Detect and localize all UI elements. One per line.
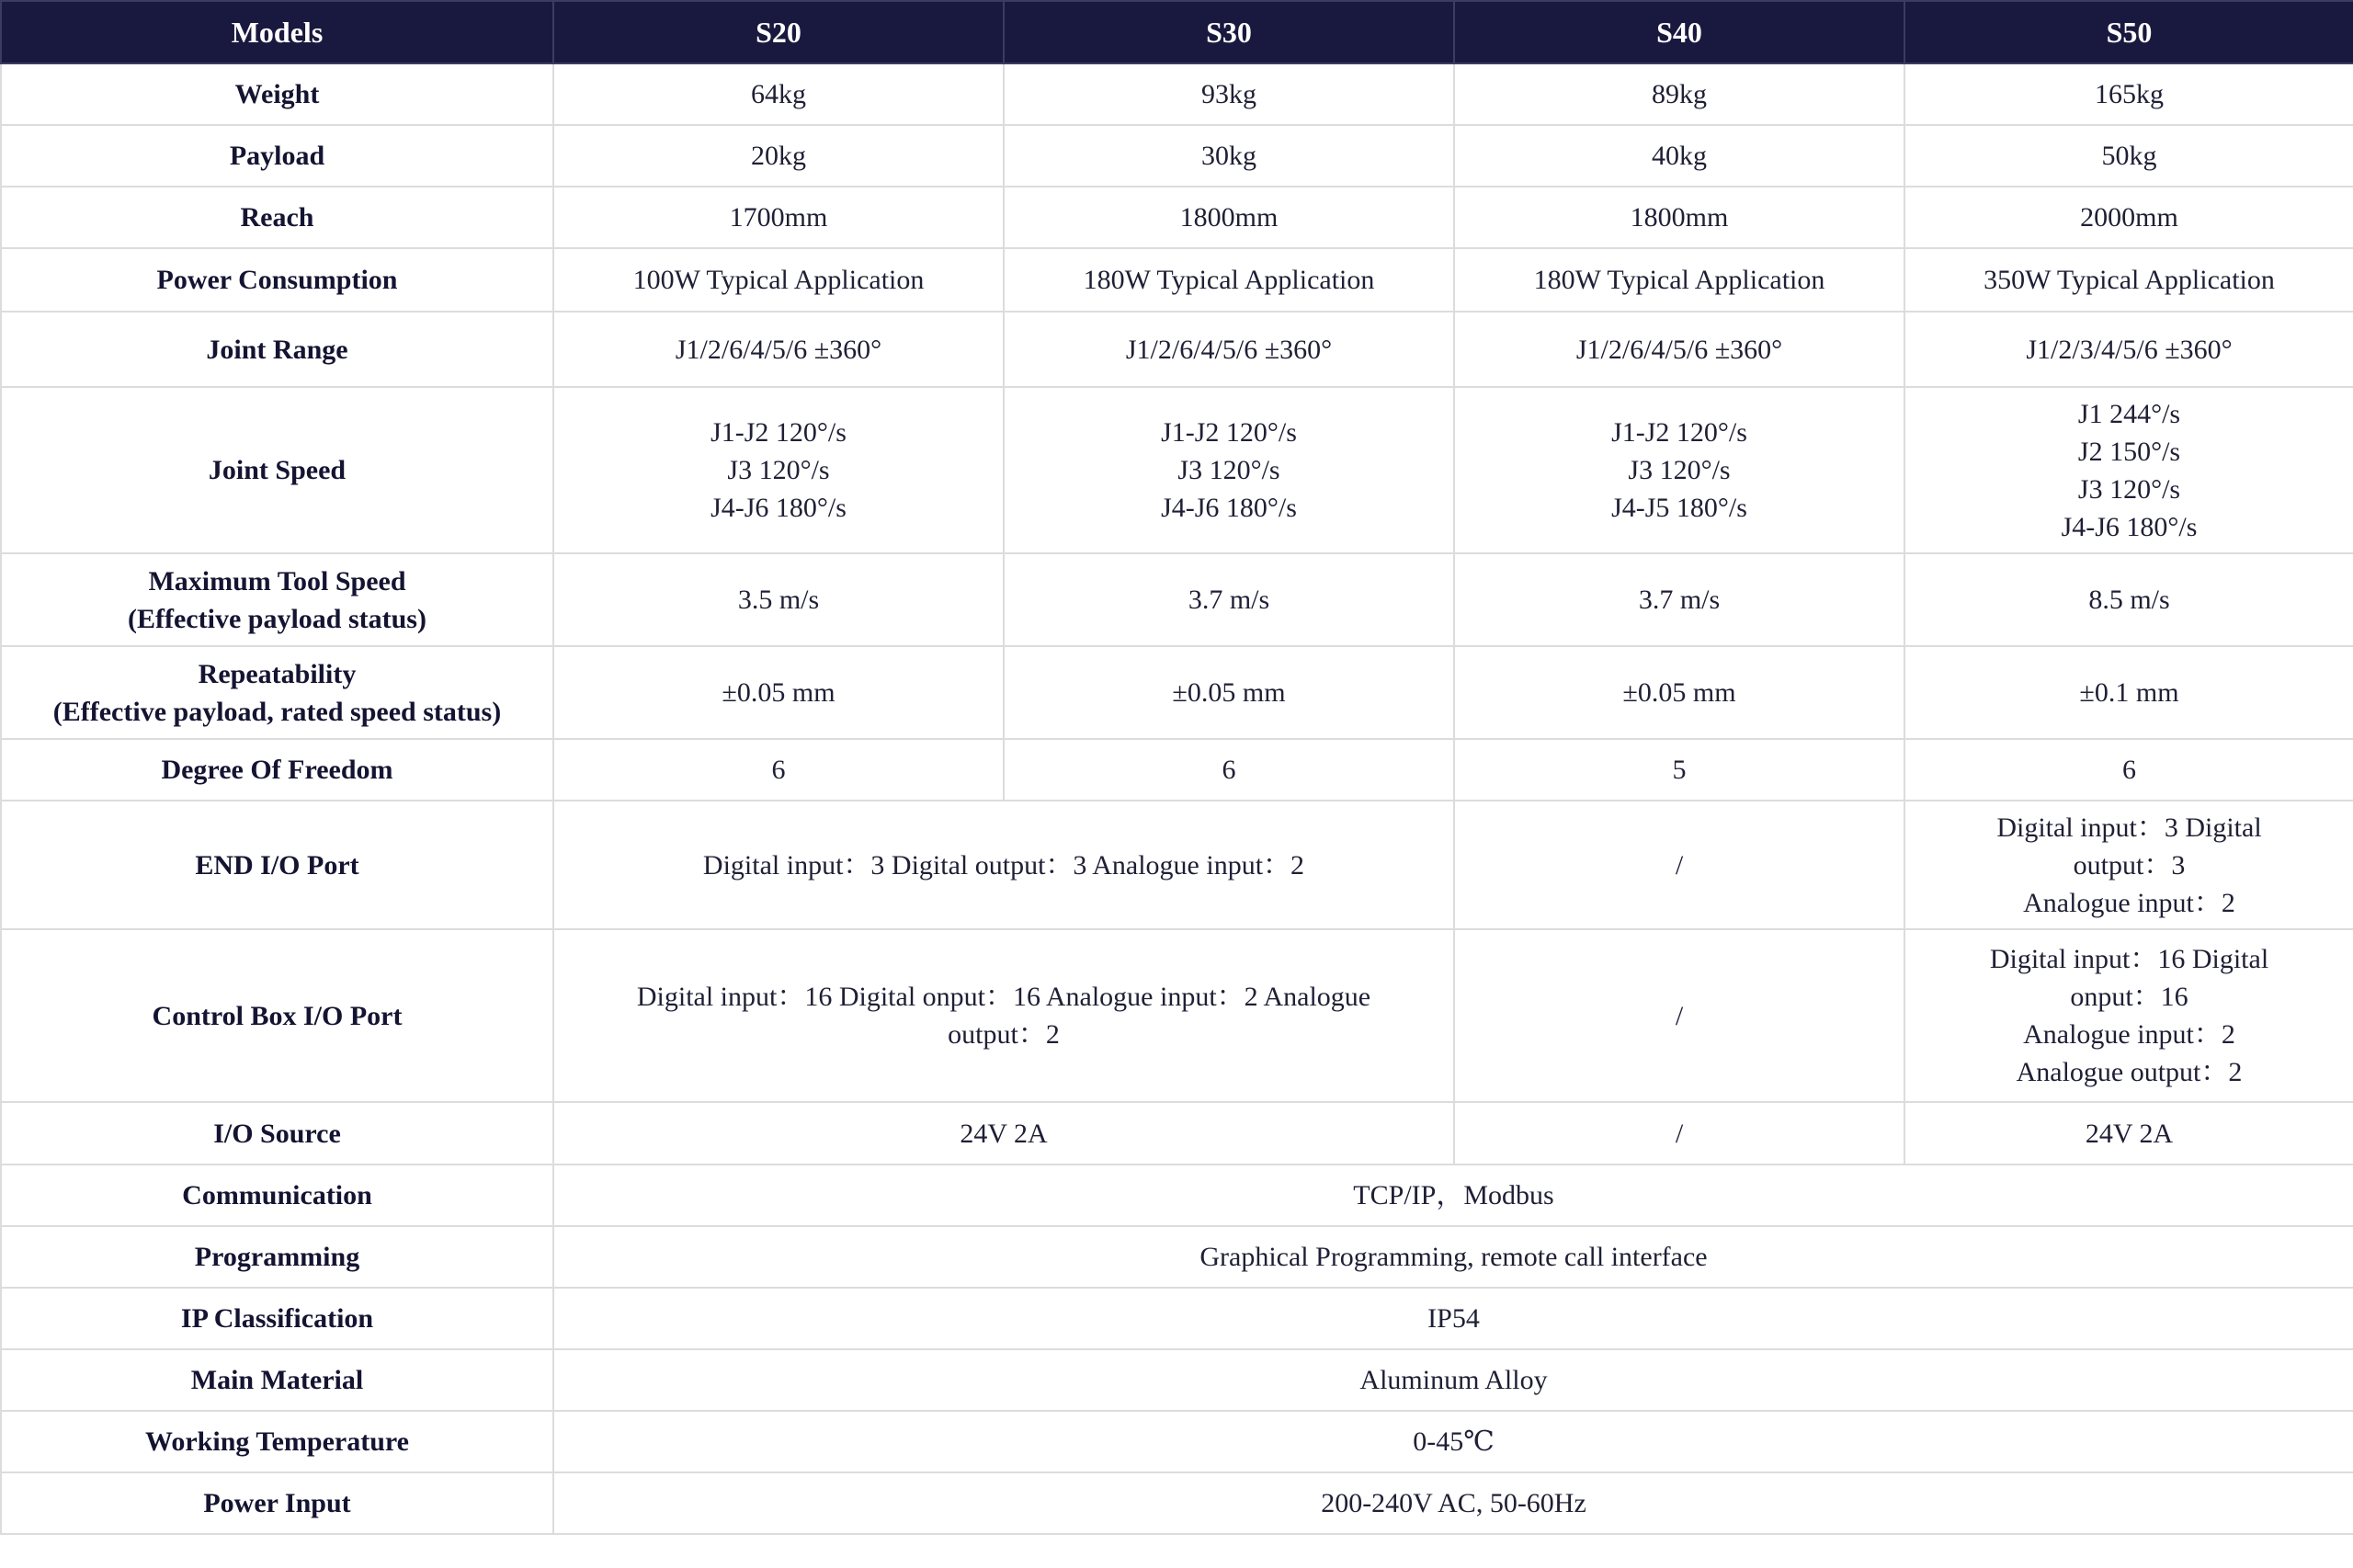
- cell-line: J1-J2 120°/s: [710, 417, 847, 448]
- cell-s30: 180W Typical Application: [1004, 248, 1454, 312]
- cell-line: J3 120°/s: [1177, 455, 1280, 485]
- ip-classification-row: [1, 1288, 2353, 1349]
- cell-all-models: 0-45℃: [553, 1411, 2353, 1472]
- main-material-row: [1, 1349, 2353, 1411]
- cell-s40: 5: [1454, 739, 1904, 801]
- cell-line: J1-J2 120°/s: [1161, 417, 1297, 448]
- cell-line: J3 120°/s: [2077, 473, 2181, 505]
- row-label-line: (Effective payload, rated speed status): [52, 696, 502, 727]
- model-s20-header: S20: [553, 1, 1004, 63]
- cell-s20: J1/2/6/4/5/6 ±360°: [553, 312, 1004, 387]
- cell-s50: [1904, 387, 2353, 553]
- cell-s30: 30kg: [1004, 125, 1454, 187]
- cell-s40: 89kg: [1454, 63, 1904, 125]
- cell-s20: 20kg: [553, 125, 1004, 187]
- cell-s40: J1/2/6/4/5/6 ±360°: [1454, 312, 1904, 387]
- cell-all-models: TCP/IP，Modbus: [553, 1165, 2353, 1226]
- model-s50-header: S50: [1904, 1, 2353, 63]
- row-label: END I/O Port: [1, 801, 553, 929]
- joint-speed-row: [1, 387, 2353, 553]
- cell-line: J4-J5 180°/s: [1611, 493, 1747, 523]
- row-label-line: Maximum Tool Speed: [148, 565, 406, 597]
- max-tool-speed-row: [1, 553, 2353, 646]
- cell-s30: [1004, 387, 1454, 553]
- cell-s20: 3.5 m/s: [553, 553, 1004, 646]
- cell-line: Analogue input：2: [2023, 887, 2235, 918]
- cell-s30: J1/2/6/4/5/6 ±360°: [1004, 312, 1454, 387]
- cell-s50: ±0.1 mm: [1904, 646, 2353, 739]
- row-label: Programming: [1, 1226, 553, 1288]
- row-label: Reach: [1, 187, 553, 248]
- cell-line: Digital input：16 Digital onput：16 Analogue input：2 Analogue: [636, 982, 1371, 1012]
- row-label: Joint Speed: [1, 387, 553, 553]
- cell-s30: 1800mm: [1004, 187, 1454, 248]
- cell-line: output：2: [948, 1019, 1060, 1050]
- cell-line: J4-J6 180°/s: [1161, 493, 1297, 523]
- cell-line: J3 120°/s: [727, 455, 830, 485]
- row-label: Control Box I/O Port: [1, 929, 553, 1102]
- cell-line: onput：16: [2070, 982, 2188, 1012]
- row-label-line: Repeatability: [198, 658, 357, 689]
- cell-s50: 8.5 m/s: [1904, 553, 2353, 646]
- row-label: Communication: [1, 1165, 553, 1226]
- cell-s20-s30: 24V 2A: [553, 1102, 1454, 1165]
- cell-s30: 93kg: [1004, 63, 1454, 125]
- cell-s50: 2000mm: [1904, 187, 2353, 248]
- cell-s20-s30: [553, 929, 1454, 1102]
- cell-s40: [1454, 387, 1904, 553]
- cell-line: J4-J6 180°/s: [710, 493, 847, 523]
- cell-s50: [1904, 801, 2353, 929]
- header-row: [1, 1, 2353, 63]
- cell-s40: /: [1454, 1102, 1904, 1165]
- cell-all-models: 200-240V AC, 50-60Hz: [553, 1472, 2353, 1534]
- cell-line: Analogue input：2: [2023, 1019, 2235, 1050]
- row-label: Degree Of Freedom: [1, 739, 553, 801]
- row-label: I/O Source: [1, 1102, 553, 1165]
- joint-range-row: [1, 312, 2353, 387]
- cell-line: J2 150°/s: [2077, 436, 2181, 467]
- cell-line: Analogue output：2: [2016, 1057, 2243, 1087]
- weight-row: [1, 63, 2353, 125]
- io-source-row: [1, 1102, 2353, 1165]
- power-consumption-row: [1, 248, 2353, 312]
- row-label: Power Consumption: [1, 248, 553, 312]
- power-input-row: [1, 1472, 2353, 1534]
- cell-s40: /: [1454, 801, 1904, 929]
- cell-s50: 165kg: [1904, 63, 2353, 125]
- cell-s50: J1/2/3/4/5/6 ±360°: [1904, 312, 2353, 387]
- programming-row: [1, 1226, 2353, 1288]
- cell-s20: [553, 387, 1004, 553]
- cell-all-models: IP54: [553, 1288, 2353, 1349]
- cell-s20-s30: Digital input：3 Digital output：3 Analogue input：2: [553, 801, 1454, 929]
- row-label: [1, 646, 553, 739]
- dof-row: [1, 739, 2353, 801]
- models-header: Models: [1, 1, 553, 63]
- row-label: [1, 553, 553, 646]
- cell-s20: ±0.05 mm: [553, 646, 1004, 739]
- cell-all-models: Graphical Programming, remote call interface: [553, 1226, 2353, 1288]
- row-label: Working Temperature: [1, 1411, 553, 1472]
- cell-s50: 24V 2A: [1904, 1102, 2353, 1165]
- working-temperature-row: [1, 1411, 2353, 1472]
- row-label: Payload: [1, 125, 553, 187]
- reach-row: [1, 187, 2353, 248]
- cell-s20: 6: [553, 739, 1004, 801]
- cell-line: Digital input：3 Digital: [1996, 812, 2262, 843]
- repeatability-row: [1, 646, 2353, 739]
- row-label: Power Input: [1, 1472, 553, 1534]
- row-label: Joint Range: [1, 312, 553, 387]
- cell-s20: 64kg: [553, 63, 1004, 125]
- cell-line: output：3: [2073, 849, 2186, 881]
- cell-s50: 50kg: [1904, 125, 2353, 187]
- cell-s40: /: [1454, 929, 1904, 1102]
- communication-row: [1, 1165, 2353, 1226]
- row-label: IP Classification: [1, 1288, 553, 1349]
- end-io-row: [1, 801, 2353, 929]
- cell-s50: 6: [1904, 739, 2353, 801]
- cell-s20: 100W Typical Application: [553, 248, 1004, 312]
- cell-line: J1-J2 120°/s: [1611, 417, 1747, 448]
- cell-s50: [1904, 929, 2353, 1102]
- control-box-io-row: [1, 929, 2353, 1102]
- model-s30-header: S30: [1004, 1, 1454, 63]
- cell-s30: 6: [1004, 739, 1454, 801]
- cell-line: Digital input：16 Digital: [1989, 944, 2269, 974]
- cell-s40: 3.7 m/s: [1454, 553, 1904, 646]
- cell-all-models: Aluminum Alloy: [553, 1349, 2353, 1411]
- cell-line: J3 120°/s: [1628, 455, 1731, 485]
- cell-s20: 1700mm: [553, 187, 1004, 248]
- row-label: Main Material: [1, 1349, 553, 1411]
- cell-s40: 1800mm: [1454, 187, 1904, 248]
- cell-s30: 3.7 m/s: [1004, 553, 1454, 646]
- cell-line: J4-J6 180°/s: [2061, 511, 2198, 542]
- payload-row: [1, 125, 2353, 187]
- cell-s40: ±0.05 mm: [1454, 646, 1904, 739]
- cell-s40: 40kg: [1454, 125, 1904, 187]
- model-s40-header: S40: [1454, 1, 1904, 63]
- row-label-line: (Effective payload status): [128, 603, 426, 634]
- row-label: Weight: [1, 63, 553, 125]
- cell-s30: ±0.05 mm: [1004, 646, 1454, 739]
- cell-s40: 180W Typical Application: [1454, 248, 1904, 312]
- cell-line: J1 244°/s: [2077, 398, 2181, 429]
- cell-s50: 350W Typical Application: [1904, 248, 2353, 312]
